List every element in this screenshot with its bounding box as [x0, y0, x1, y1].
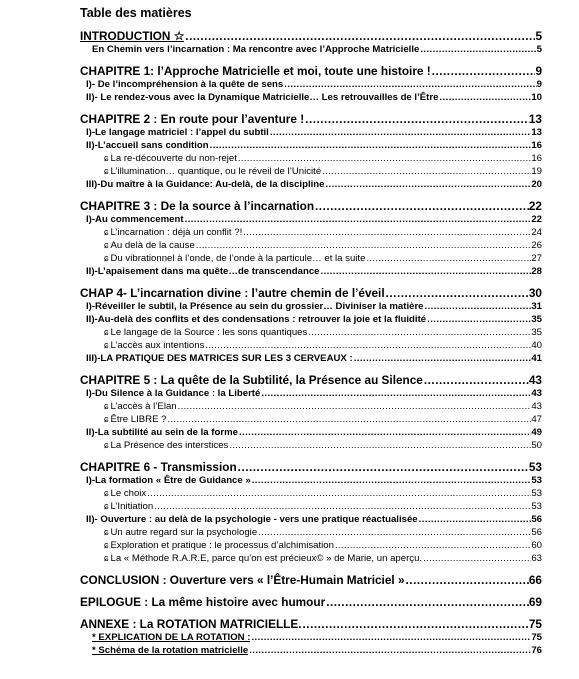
- toc-page-number: 40: [531, 340, 542, 351]
- dot-leader: [418, 516, 532, 526]
- toc-entry-text: L’illumination… quantique, ou le réveil de l’Unicité: [110, 166, 322, 177]
- bullet-icon: ɕ: [104, 253, 109, 263]
- bullet-icon: ɕ: [104, 227, 109, 237]
- toc-section-entry[interactable]: [80, 387, 542, 400]
- toc-page-number: 16: [531, 140, 542, 151]
- toc-entry-title: [86, 513, 418, 526]
- toc-page-number: 13: [531, 127, 542, 138]
- toc-subsection-entry[interactable]: [80, 339, 542, 352]
- toc-section-entry[interactable]: [80, 178, 542, 191]
- dot-leader: [209, 142, 532, 152]
- toc-page-number: 9: [535, 64, 542, 78]
- toc-entry-title: [104, 413, 167, 426]
- toc-entry-title: [104, 252, 365, 265]
- toc-section-entry[interactable]: [80, 300, 542, 313]
- toc-entry-title: [104, 439, 228, 452]
- toc-page-number: 43: [528, 373, 542, 387]
- dot-leader: [365, 255, 531, 265]
- toc-page-number: 5: [536, 44, 542, 55]
- toc-entry-title: [80, 64, 431, 78]
- toc-page-number: 53: [528, 460, 542, 474]
- toc-entry-text: ANNEXE : La ROTATION MATRICIELLE.: [80, 617, 302, 631]
- toc-entry-text: II)-Au-delà des conflits et des condensations : retrouver la joie et la fluidité: [86, 314, 427, 325]
- toc-page-number: 9: [536, 79, 542, 90]
- toc-entry-title: [104, 326, 307, 339]
- dot-leader: [242, 229, 531, 239]
- toc-entry-text: I)-Au commencement: [86, 214, 184, 225]
- toc-page-number: 10: [531, 92, 542, 103]
- toc-chapter-entry[interactable]: [80, 617, 542, 631]
- toc-entry-text: I)-La formation « Être de Guidance »: [86, 475, 251, 486]
- toc-chapter-entry[interactable]: [80, 595, 542, 609]
- toc-subsection-entry[interactable]: [80, 165, 542, 178]
- toc-page-number: 60: [531, 540, 542, 551]
- dot-leader: [438, 94, 531, 104]
- bullet-icon: ɕ: [104, 553, 109, 563]
- dot-leader: [324, 181, 531, 191]
- bullet-icon: ɕ: [104, 166, 109, 176]
- toc-entry-title: [86, 474, 251, 487]
- toc-section-entry[interactable]: [80, 513, 542, 526]
- toc-entry-title: [80, 573, 405, 587]
- dot-leader: [248, 647, 531, 657]
- toc-subsection-entry[interactable]: [80, 226, 542, 239]
- bullet-icon: ɕ: [104, 401, 109, 411]
- toc-entry-text: La « Méthode R.A.R.E, parce qu’on est précieux© » de Marie, un aperçu.: [110, 553, 423, 564]
- toc-page-number: 76: [531, 645, 542, 656]
- bullet-icon: ɕ: [104, 501, 109, 511]
- toc-page-number: 22: [528, 199, 542, 213]
- toc-chapter-entry[interactable]: [80, 573, 542, 587]
- toc-entry-text: I)-Du Silence à la Guidance : la Liberté: [86, 388, 261, 399]
- toc-page-number: 63: [531, 553, 542, 564]
- toc-page-number: 35: [531, 327, 542, 338]
- dot-leader: [250, 634, 531, 644]
- toc-entry-text: En Chemin vers l’incarnation : Ma rencontre avec l’Approche Matricielle: [92, 44, 420, 55]
- table-of-contents: [80, 6, 542, 657]
- toc-entry-title: [80, 617, 302, 631]
- toc-section-entry[interactable]: [80, 43, 542, 56]
- toc-entry-title: [86, 300, 424, 313]
- dot-leader: [184, 31, 535, 43]
- toc-page-number: 28: [531, 266, 542, 277]
- toc-entry-title: [104, 526, 257, 539]
- toc-subsection-entry[interactable]: [80, 326, 542, 339]
- toc-entry-title: [104, 152, 237, 165]
- dot-leader: [251, 477, 532, 487]
- toc-entry-text: II)-L’accueil sans condition: [86, 140, 209, 151]
- toc-page-number: 43: [531, 401, 542, 412]
- toc-page-number: 41: [531, 353, 542, 364]
- dot-leader: [195, 242, 532, 252]
- toc-page-number: 56: [531, 514, 542, 525]
- toc-entry-title: [86, 313, 426, 326]
- toc-entry-text: II)-L’apaisement dans ma quête…de transcendance: [86, 266, 320, 277]
- toc-entry-title: [86, 213, 184, 226]
- toc-entry-title: [104, 552, 422, 565]
- toc-entry-title: [86, 139, 209, 152]
- toc-entry-title: [80, 29, 184, 43]
- toc-page-number: 66: [528, 573, 542, 587]
- toc-entry-title: [86, 265, 320, 278]
- toc-entry-text: CHAPITRE 2 : En route pour l’aventure !: [80, 112, 305, 126]
- dot-leader: [307, 329, 531, 339]
- toc-subsection-entry[interactable]: [80, 526, 542, 539]
- dot-leader: [302, 619, 529, 631]
- toc-subsection-entry[interactable]: [80, 439, 542, 452]
- toc-section-entry[interactable]: [80, 265, 542, 278]
- toc-page-number: 20: [531, 179, 542, 190]
- toc-entry-text: Au delà de la cause: [110, 240, 195, 251]
- toc-entry-text: * Schéma de la rotation matricielle: [92, 645, 249, 656]
- dot-leader: [269, 129, 531, 139]
- toc-entry-title: [80, 460, 237, 474]
- toc-entry-text: CHAPITRE 3 : De la source à l’incarnation: [80, 199, 315, 213]
- dot-leader: [153, 503, 531, 513]
- toc-section-entry[interactable]: [80, 313, 542, 326]
- toc-entry-text: I)-Le langage matriciel : l’appel du subtil: [86, 127, 269, 138]
- toc-chapter-entry[interactable]: [80, 64, 542, 78]
- toc-section-entry[interactable]: [80, 139, 542, 152]
- toc-chapter-entry[interactable]: [80, 112, 542, 126]
- toc-entry-text: CHAPITRE 1: l’Approche Matricielle et moi, toute une histoire !: [80, 64, 431, 78]
- toc-entry-title: [80, 595, 325, 609]
- toc-subsection-entry[interactable]: [80, 400, 542, 413]
- toc-page-number: 24: [531, 227, 542, 238]
- bullet-icon: ɕ: [104, 414, 109, 424]
- toc-subsection-entry[interactable]: [80, 487, 542, 500]
- dot-leader: [314, 201, 529, 213]
- toc-entry-text: Exploration et pratique : le processus d’alchimisation: [110, 540, 334, 551]
- dot-leader: [146, 490, 531, 500]
- dot-leader: [184, 216, 532, 226]
- toc-page-number: 16: [531, 153, 542, 164]
- toc-subsection-entry[interactable]: [80, 152, 542, 165]
- toc-entry-text: I)- De l’incompréhension à la quête de sens: [86, 79, 284, 90]
- toc-page-number: 19: [531, 166, 542, 177]
- dot-leader: [334, 542, 531, 552]
- toc-entry-text: La Présence des interstices: [110, 440, 229, 451]
- toc-entry-title: [104, 165, 321, 178]
- toc-entry-text: CHAPITRE 6 - Transmission: [80, 460, 237, 474]
- toc-section-entry[interactable]: [80, 352, 542, 365]
- toc-entry-text: I)-Réveiller le subtil, la Présence au sein du grossier… Diviniser la matière: [86, 301, 424, 312]
- toc-subsection-entry[interactable]: [80, 539, 542, 552]
- dot-leader: [424, 303, 532, 313]
- toc-chapter-entry[interactable]: [80, 460, 542, 474]
- bullet-icon: ɕ: [104, 540, 109, 550]
- toc-entry-title: [86, 387, 260, 400]
- toc-page-number: 69: [528, 595, 542, 609]
- toc-subsection-entry[interactable]: [80, 500, 542, 513]
- bullet-icon: ɕ: [104, 153, 109, 163]
- toc-page-number: 30: [528, 286, 542, 300]
- bullet-icon: ɕ: [104, 340, 109, 350]
- toc-chapter-entry[interactable]: [80, 199, 542, 213]
- toc-entry-title: [86, 126, 269, 139]
- toc-entry-text: L’accès à l’Elan: [110, 401, 177, 412]
- toc-entry-text: L’incarnation : déjà un conflit ?!: [110, 227, 243, 238]
- toc-annex-entry[interactable]: [80, 644, 542, 657]
- toc-entry-text: Le langage de la Source : les sons quantiques: [110, 327, 308, 338]
- toc-list: [80, 29, 542, 657]
- dot-leader: [204, 342, 531, 352]
- toc-page-number: 13: [528, 112, 542, 126]
- toc-entry-text: Un autre regard sur la psychologie: [110, 527, 258, 538]
- toc-entry-title: [86, 426, 238, 439]
- toc-section-entry[interactable]: [80, 474, 542, 487]
- toc-entry-title: [104, 239, 195, 252]
- toc-page-number: 27: [531, 253, 542, 264]
- toc-entry-text: CHAPITRE 5 : La quête de la Subtilité, la Présence au Silence: [80, 373, 423, 387]
- dot-leader: [260, 390, 531, 400]
- toc-subsection-entry[interactable]: [80, 552, 542, 565]
- toc-entry-text: L’Initiation: [110, 501, 154, 512]
- toc-page-number: 53: [531, 501, 542, 512]
- toc-entry-title: [92, 43, 419, 56]
- toc-entry-text: III)-Du maître à la Guidance: Au-delà, de la discipline: [86, 179, 325, 190]
- dot-leader: [422, 555, 531, 565]
- toc-chapter-entry[interactable]: [80, 286, 542, 300]
- toc-page-number: 56: [531, 527, 542, 538]
- toc-entry-title: [80, 373, 423, 387]
- toc-page-number: 31: [531, 301, 542, 312]
- toc-page-number: 22: [531, 214, 542, 225]
- toc-page-number: 43: [531, 388, 542, 399]
- dot-leader: [238, 429, 531, 439]
- toc-page-number: 5: [535, 29, 542, 43]
- toc-entry-title: [104, 539, 334, 552]
- toc-entry-title: [80, 112, 304, 126]
- toc-page-number: 53: [531, 475, 542, 486]
- toc-title: Table des matières: [80, 6, 192, 20]
- bullet-icon: ɕ: [104, 527, 109, 537]
- toc-section-entry[interactable]: [80, 426, 542, 439]
- toc-entry-title: [86, 352, 353, 365]
- bullet-icon: ɕ: [104, 327, 109, 337]
- toc-entry-text: III)-LA PRATIQUE DES MATRICES SUR LES 3 CERVEAUX :: [86, 353, 353, 364]
- toc-section-entry[interactable]: [80, 91, 542, 104]
- bullet-icon: ɕ: [104, 240, 109, 250]
- toc-subsection-entry[interactable]: [80, 239, 542, 252]
- toc-entry-text: Du vibrationnel à l’onde, de l’onde à la particule… et la suite: [110, 253, 366, 264]
- dot-leader: [325, 597, 529, 609]
- dot-leader: [177, 403, 532, 413]
- toc-chapter-entry[interactable]: [80, 373, 542, 387]
- toc-section-entry[interactable]: [80, 78, 542, 91]
- bullet-icon: ɕ: [104, 488, 109, 498]
- toc-page-number: 35: [531, 314, 542, 325]
- toc-page-number: 26: [531, 240, 542, 251]
- toc-entry-title: [86, 78, 283, 91]
- toc-entry-title: [92, 631, 250, 644]
- dot-leader: [405, 575, 529, 587]
- toc-entry-text: EPILOGUE : La même histoire avec humour: [80, 595, 326, 609]
- toc-entry-title: [104, 500, 153, 513]
- toc-entry-text: La re-découverte du non-rejet: [110, 153, 237, 164]
- dot-leader: [283, 81, 536, 91]
- dot-leader: [385, 288, 529, 300]
- toc-page-number: 49: [531, 427, 542, 438]
- toc-entry-text: II)-La subtilité au sein de la forme: [86, 427, 238, 438]
- toc-entry-title: [92, 644, 248, 657]
- dot-leader: [167, 416, 532, 426]
- toc-page-number: 75: [531, 632, 542, 643]
- dot-leader: [431, 66, 536, 78]
- dot-leader: [237, 462, 529, 474]
- toc-entry-text: INTRODUCTION ☆: [80, 29, 185, 43]
- toc-page-number: 53: [531, 488, 542, 499]
- toc-entry-title: [104, 226, 242, 239]
- dot-leader: [419, 46, 536, 56]
- toc-entry-text: L’accès aux intentions: [110, 340, 205, 351]
- toc-entry-text: II)- Ouverture : au delà de la psychologie - vers une pratique réactualisée: [86, 514, 418, 525]
- toc-page-number: 47: [531, 414, 542, 425]
- toc-entry-title: [86, 91, 438, 104]
- dot-leader: [228, 442, 531, 452]
- dot-leader: [304, 114, 529, 126]
- toc-section-entry[interactable]: [80, 213, 542, 226]
- toc-entry-title: [104, 339, 204, 352]
- toc-entry-text: Le choix: [110, 488, 147, 499]
- toc-entry-text: II)- Le rendez-vous avec la Dynamique Matricielle… Les retrouvailles de l’Être: [86, 92, 439, 103]
- toc-subsection-entry[interactable]: [80, 252, 542, 265]
- toc-annex-entry[interactable]: [80, 631, 542, 644]
- toc-page-number: 75: [528, 617, 542, 631]
- toc-entry-title: [104, 487, 146, 500]
- toc-entry-text: * EXPLICATION DE LA ROTATION :: [92, 632, 251, 643]
- dot-leader: [423, 375, 529, 387]
- toc-entry-text: CONCLUSION : Ouverture vers « l’Être-Humain Matriciel »: [80, 573, 405, 587]
- toc-entry-text: CHAP 4- L’incarnation divine : l’autre chemin de l’éveil: [80, 286, 385, 300]
- dot-leader: [426, 316, 531, 326]
- dot-leader: [237, 155, 531, 165]
- dot-leader: [353, 355, 532, 365]
- toc-entry-title: [80, 199, 314, 213]
- toc-entry-title: [80, 286, 385, 300]
- toc-subsection-entry[interactable]: [80, 413, 542, 426]
- dot-leader: [321, 168, 531, 178]
- dot-leader: [320, 268, 532, 278]
- toc-chapter-entry[interactable]: [80, 29, 542, 43]
- toc-page-number: 50: [531, 440, 542, 451]
- toc-entry-text: Être LIBRE ?: [110, 414, 167, 425]
- bullet-icon: ɕ: [104, 440, 109, 450]
- toc-entry-title: [86, 178, 324, 191]
- toc-section-entry[interactable]: [80, 126, 542, 139]
- dot-leader: [257, 529, 531, 539]
- toc-entry-title: [104, 400, 177, 413]
